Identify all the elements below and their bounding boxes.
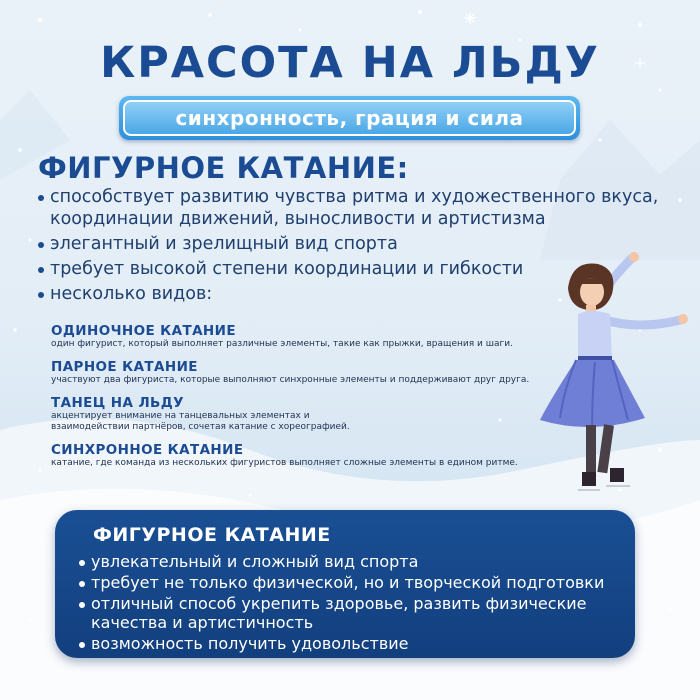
page-title: КРАСОТА НА ЛЬДУ: [100, 38, 600, 88]
bullet-item: несколько видов:: [36, 283, 686, 305]
panel-bullet-item: возможность получить удовольствие: [77, 634, 622, 653]
skating-type: [51, 442, 551, 469]
subtitle: синхронность, грация и сила: [175, 106, 524, 130]
skating-type-description: акцентирует внимание на танцевальных элементах и взаимодействии партнёров, сочетая катание с хореографией.: [51, 411, 350, 432]
section-heading: ФИГУРНОЕ КАТАНИЕ:: [38, 151, 409, 185]
subtitle-banner: [119, 96, 580, 140]
panel-bullet-item: увлекательный и сложный вид спорта: [77, 552, 622, 571]
figure-skater-illustration: [520, 250, 700, 510]
skating-type: [51, 395, 551, 433]
bullet-item: элегантный и зрелищный вид спорта: [36, 233, 686, 255]
skating-type-title: ПАРНОЕ КАТАНИЕ: [51, 359, 198, 375]
summary-panel: [55, 510, 635, 658]
panel-bullet-item: отличный способ укрепить здоровье, развить физические качества и артистичность: [77, 594, 622, 632]
skating-type-description: катание, где команда из нескольких фигуристов выполняет сложные элементы в едином ритме.: [51, 458, 518, 468]
bullet-item: способствует развитию чувства ритма и художественного вкуса, координации движений, выносливости и артистизма: [36, 186, 686, 230]
panel-title: ФИГУРНОЕ КАТАНИЕ: [93, 524, 331, 546]
panel-bullet-item: требует не только физической, но и творческой подготовки: [77, 573, 622, 592]
skating-types-list: [51, 323, 551, 478]
skating-type-title: ТАНЕЦ НА ЛЬДУ: [51, 395, 184, 411]
skating-type-description: участвуют два фигуриста, которые выполняют синхронные элементы и поддерживают друг друга.: [51, 375, 530, 385]
skating-type: [51, 359, 551, 386]
skating-type-title: ОДИНОЧНОЕ КАТАНИЕ: [51, 323, 236, 339]
skating-type-description: один фигурист, который выполняет различные элементы, такие как прыжки, вращения и шаги.: [51, 339, 513, 349]
skating-type-title: СИНХРОННОЕ КАТАНИЕ: [51, 442, 244, 458]
skating-type: [51, 323, 551, 350]
panel-bullet-list: [77, 552, 622, 653]
bullet-item: требует высокой степени координации и гибкости: [36, 258, 686, 280]
